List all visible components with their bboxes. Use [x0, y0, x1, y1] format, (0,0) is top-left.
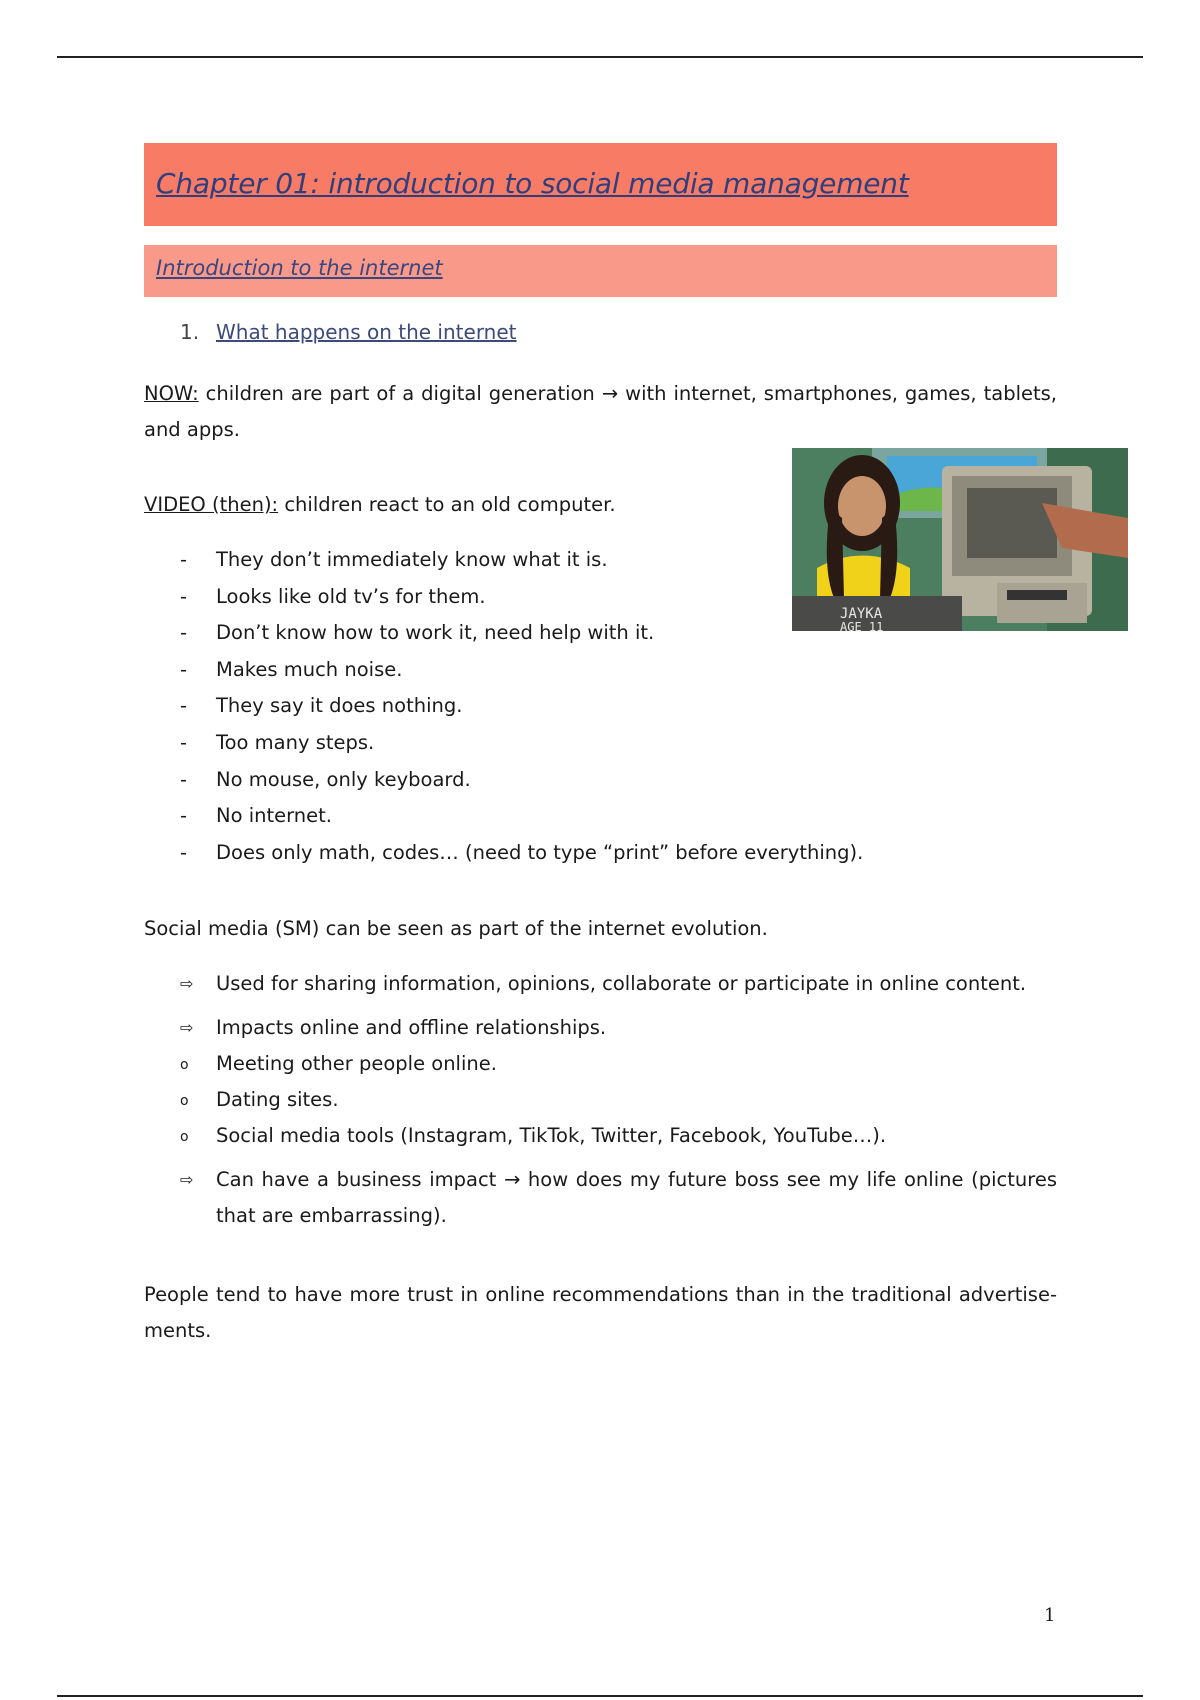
list-item: [180, 835, 1060, 872]
sm-point: [180, 966, 1057, 1002]
video-text: children react to an old computer.: [278, 493, 616, 516]
sm-subpoints-list: [144, 1046, 1057, 1154]
sub-list-item: [144, 1046, 1057, 1082]
video-observations-list: [180, 542, 1060, 871]
section-header: [144, 245, 1057, 297]
dash-bullet-icon: -: [180, 767, 188, 791]
arrow-bullet-icon: ⇨: [180, 1170, 194, 1189]
sm-paragraph: Social media (SM) can be seen as part of the internet evolution.: [144, 917, 768, 940]
list-item-text: They don’t immediately know what it is.: [216, 548, 608, 571]
heading-number: 1.: [180, 320, 200, 344]
sm-point: [180, 1162, 1057, 1234]
sub-list-item-text: Social media tools (Instagram, TikTok, Twitter, Facebook, YouTube…).: [216, 1124, 887, 1147]
video-paragraph: [144, 487, 784, 523]
dash-bullet-icon: -: [180, 730, 188, 754]
chapter-header: [144, 143, 1057, 226]
list-item-text: They say it does nothing.: [216, 694, 463, 718]
list-item: [180, 762, 1060, 799]
sm-points-list: [180, 966, 1057, 1234]
top-rule: [57, 56, 1143, 58]
video-label: VIDEO (then):: [144, 493, 279, 516]
dash-bullet-icon: -: [180, 584, 188, 608]
dash-bullet-icon: -: [180, 548, 188, 571]
caption-name: JAYKA: [840, 606, 883, 622]
caption-age: AGE 11: [840, 620, 884, 631]
list-item: [180, 798, 1060, 835]
sm-point-text: Used for sharing information, opinions, collaborate or participate in online content.: [216, 972, 1027, 995]
heading-text: What happens on the internet: [216, 320, 517, 344]
list-item: [180, 725, 1060, 762]
now-paragraph: [144, 376, 1057, 448]
list-item-text: Looks like old tv’s for them.: [216, 584, 486, 608]
list-item-text: Does only math, codes… (need to type “print” before everything).: [216, 840, 864, 864]
dash-bullet-icon: -: [180, 694, 188, 718]
section-title: Introduction to the internet: [156, 256, 443, 280]
sub-list-item: [144, 1118, 1057, 1154]
list-item: [180, 542, 1060, 579]
arrow-bullet-icon: ⇨: [180, 1018, 194, 1037]
list-item: [180, 652, 1060, 689]
dash-bullet-icon: -: [180, 840, 188, 864]
list-item: [180, 579, 1060, 616]
trust-paragraph: People tend to have more trust in online recommendations than in the traditional advertise-ments.: [144, 1283, 1057, 1342]
circle-bullet-icon: o: [180, 1129, 189, 1145]
bottom-rule: [57, 1695, 1143, 1697]
sub-list-item-text: Meeting other people online.: [216, 1052, 497, 1075]
chapter-title: Chapter 01: introduction to social media management: [156, 167, 909, 200]
list-item: [180, 615, 1060, 652]
sm-point: [180, 1010, 1057, 1046]
dash-bullet-icon: -: [180, 804, 188, 828]
arrow-bullet-icon: ⇨: [180, 974, 194, 993]
list-item-text: Makes much noise.: [216, 657, 403, 681]
sub-list-item: [144, 1082, 1057, 1118]
page-number: 1: [1044, 1605, 1056, 1626]
sub-list-item-text: Dating sites.: [216, 1088, 339, 1111]
circle-bullet-icon: o: [180, 1057, 189, 1073]
dash-bullet-icon: -: [180, 621, 188, 645]
list-item-text: Don’t know how to work it, need help with it.: [216, 621, 655, 645]
list-item-text: Too many steps.: [216, 730, 375, 754]
sm-point-text: Can have a business impact → how does my future boss see my life online (pictures that are embarrassing).: [216, 1168, 1057, 1227]
now-text: children are part of a digital generation → with internet, smartphones, games, tablets, and apps.: [144, 382, 1057, 441]
sm-point-text: Impacts online and offline relationships.: [216, 1016, 607, 1039]
circle-bullet-icon: o: [180, 1093, 189, 1109]
list-item: [180, 688, 1060, 725]
numbered-heading: [180, 320, 517, 344]
now-label: NOW:: [144, 382, 199, 405]
list-item-text: No internet.: [216, 804, 333, 828]
list-item-text: No mouse, only keyboard.: [216, 767, 471, 791]
dash-bullet-icon: -: [180, 657, 188, 681]
